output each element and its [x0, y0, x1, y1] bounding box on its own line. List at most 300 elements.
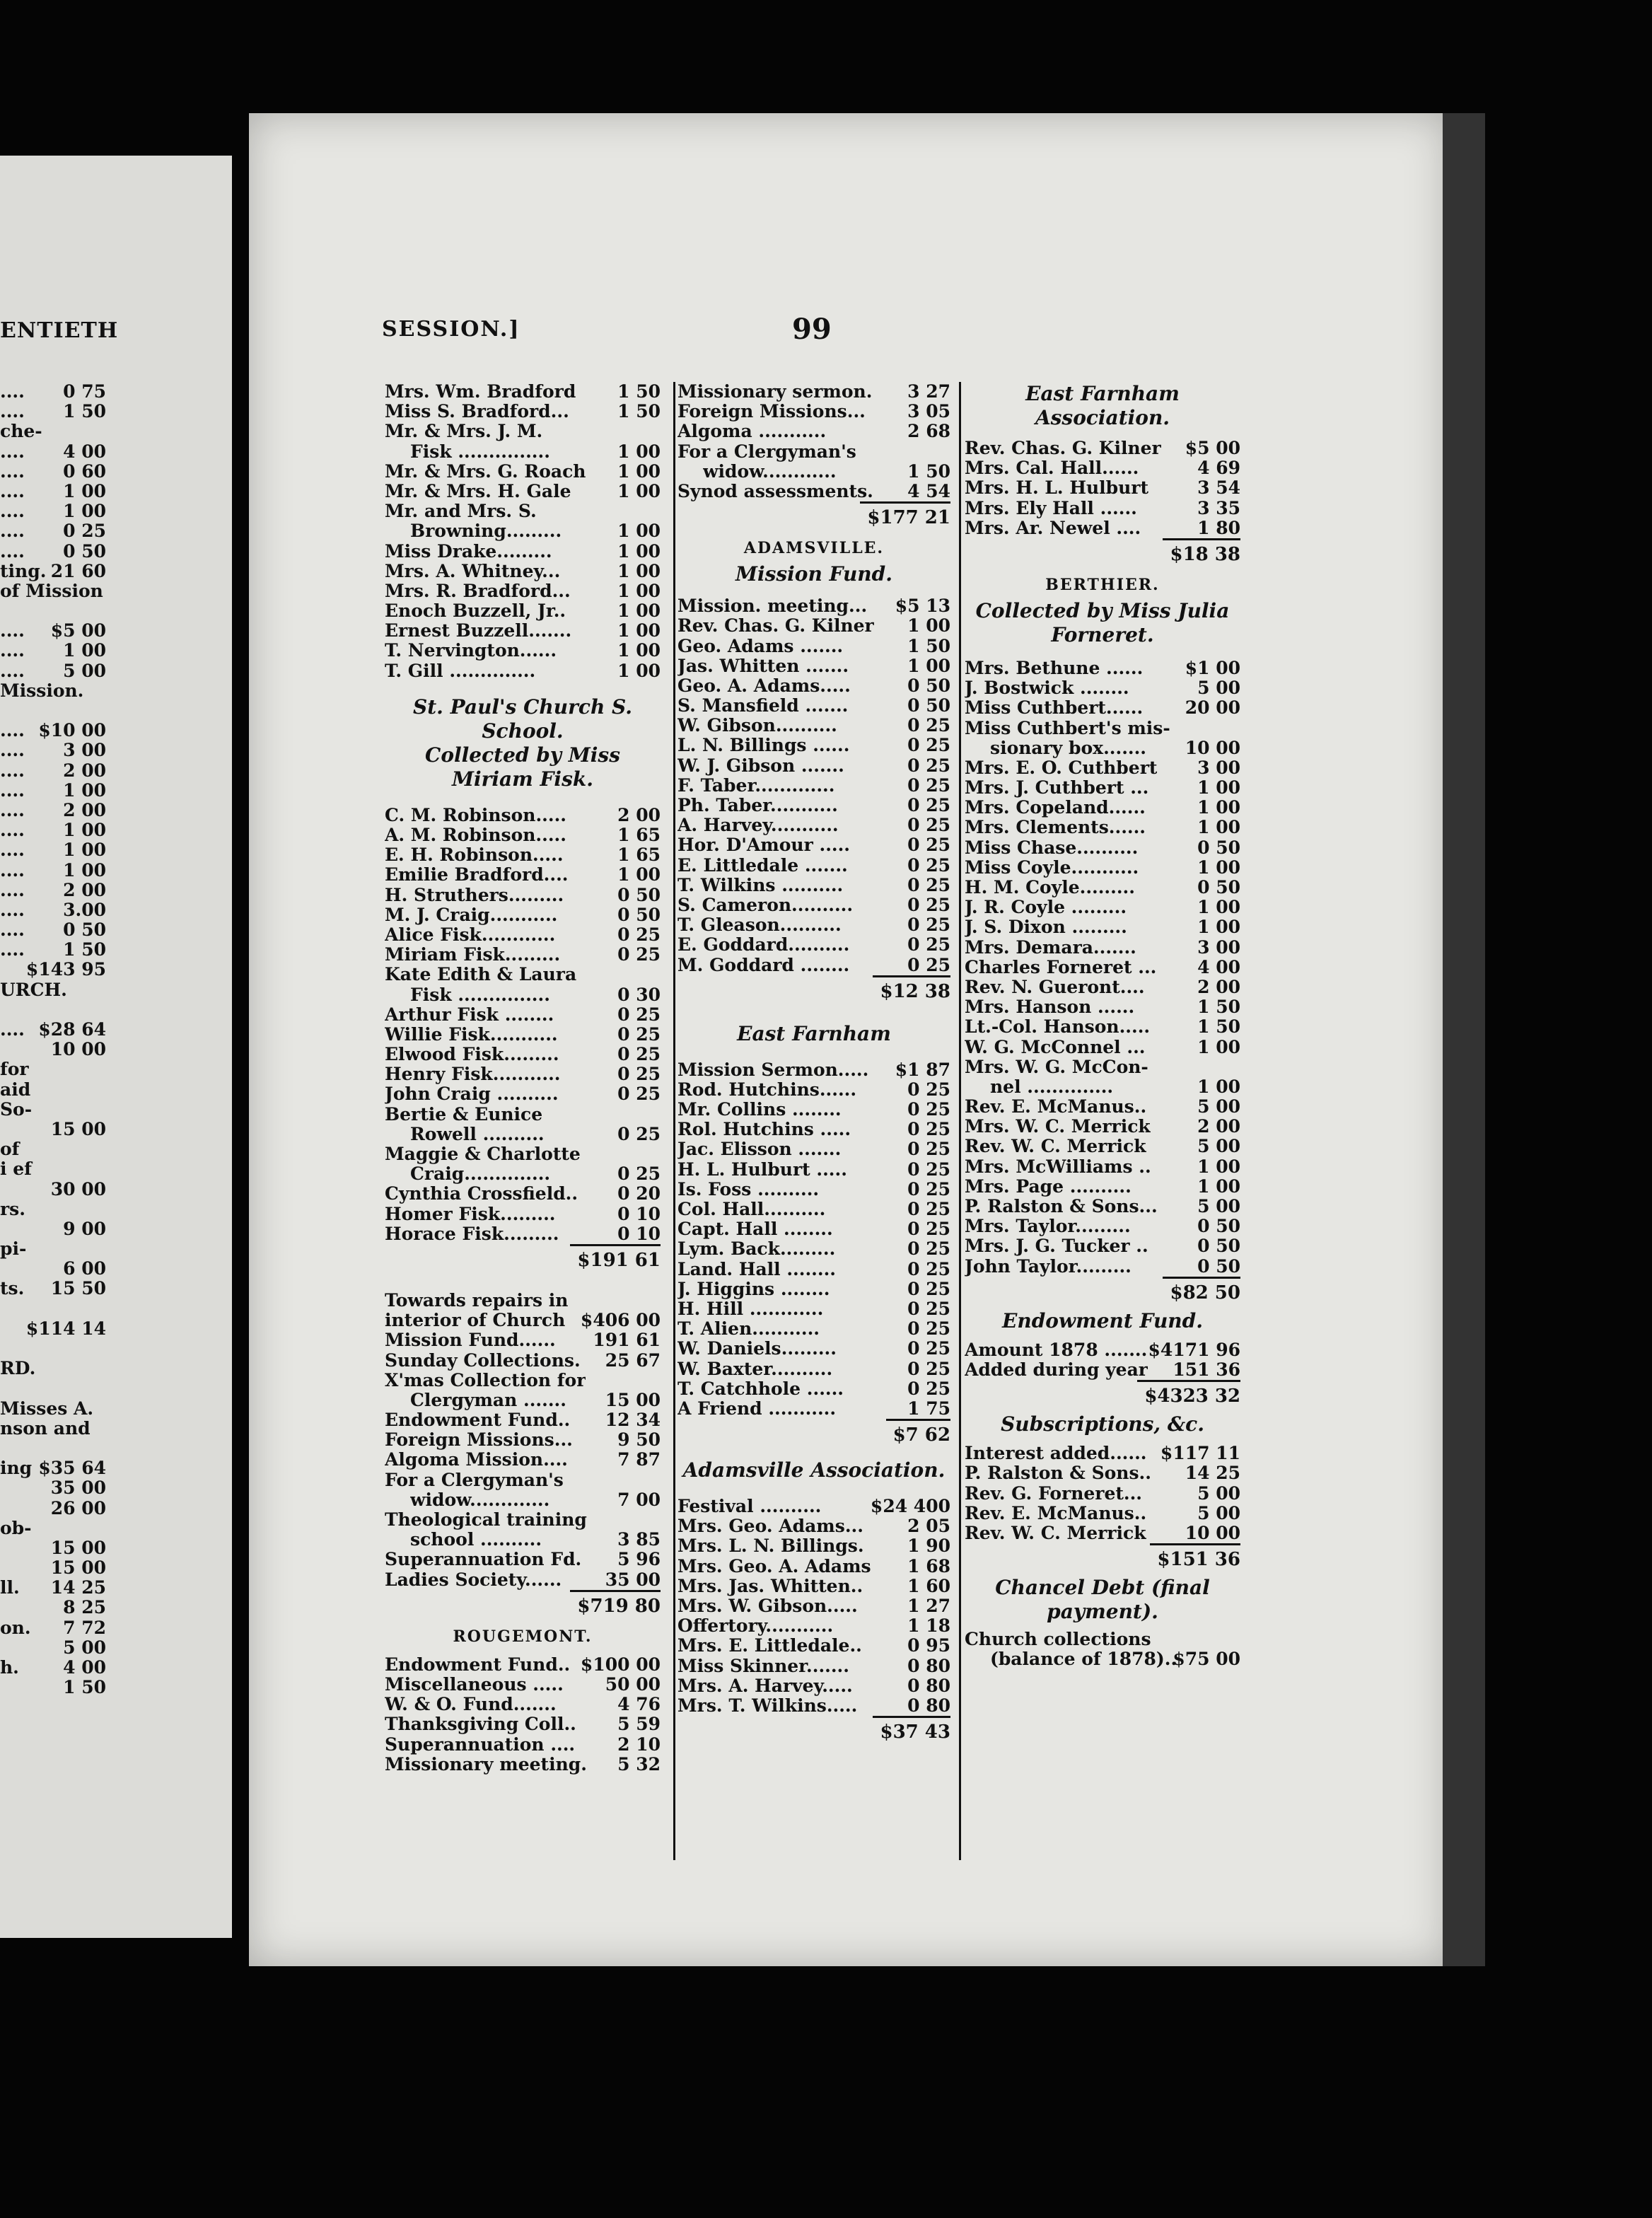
entry-amount: 1 00 — [63, 820, 106, 841]
entry-row — [0, 1378, 106, 1398]
entry-label: Mrs. W. G. McCon- — [965, 1057, 1148, 1077]
entry-label: Craig.............. — [410, 1164, 551, 1185]
entry-label: Mission. meeting... — [677, 596, 868, 617]
entry-row — [965, 1217, 1240, 1236]
entry-label: Miriam Fisk......... — [385, 945, 561, 965]
entry-row — [677, 1279, 950, 1299]
entry-label: Lym. Back......... — [677, 1239, 836, 1260]
entry-row — [0, 521, 106, 541]
entry-amount: 5 00 — [1197, 678, 1240, 699]
entry-label: Mrs. E. Littledale.. — [677, 1636, 862, 1656]
entry-row — [385, 382, 661, 402]
entry-amount: 15 00 — [605, 1389, 661, 1410]
entry-amount: 0 25 — [617, 1084, 661, 1105]
entry-amount: 0 25 — [907, 835, 950, 856]
entry-amount: 2 00 — [1197, 1116, 1240, 1137]
column-3 — [965, 382, 1240, 1669]
entry-amount: 1 90 — [907, 1535, 950, 1557]
entry-label: of — [0, 1139, 20, 1160]
entry-label: Jac. Elisson ....... — [677, 1139, 842, 1160]
entry-row — [0, 1139, 106, 1159]
entry-label: Algoma ........... — [677, 422, 827, 442]
entry-label: H. Hill ............ — [677, 1299, 824, 1319]
entry-amount: 9 00 — [63, 1218, 106, 1239]
entry-amount: 5 00 — [63, 1637, 106, 1658]
entry-row — [965, 458, 1240, 478]
entry-amount: 1 18 — [907, 1615, 950, 1637]
entry-label: H. M. Coyle......... — [965, 878, 1135, 898]
entry-row — [677, 956, 950, 975]
entry-row — [677, 1339, 950, 1359]
entry-row — [677, 1676, 950, 1696]
page-header — [382, 313, 1231, 352]
entry-row — [385, 1735, 661, 1755]
entry-label: .... — [0, 640, 25, 661]
entry-amount: 1 00 — [617, 521, 661, 542]
entry-row — [0, 1419, 106, 1439]
entry-amount: 3 85 — [617, 1529, 661, 1550]
entry-amount: 1 50 — [1197, 997, 1240, 1018]
entry-label: Geo. A. Adams..... — [677, 675, 851, 696]
entry-label: T. Wilkins .......... — [677, 875, 844, 895]
entry-row — [677, 596, 950, 616]
entry-row — [385, 1410, 661, 1430]
entry-amount: 0 50 — [63, 540, 106, 562]
entry-amount: 0 25 — [907, 815, 950, 836]
entry-label: Church collections — [965, 1630, 1151, 1650]
entry-label: Hor. D'Amour ..... — [677, 835, 851, 856]
entry-row — [0, 1040, 106, 1059]
entry-amount: 1 50 — [1197, 1016, 1240, 1038]
col2-heading-a: ADAMSVILLE. — [743, 539, 885, 558]
entry-label: T. Gleason.......... — [677, 915, 842, 936]
entry-label: Arthur Fisk ........ — [385, 1004, 554, 1025]
entry-label: Mrs. A. Whitney... — [385, 561, 561, 581]
entry-label: Fisk ............... — [410, 985, 550, 1005]
entry-row — [0, 1558, 106, 1578]
entry-row — [385, 925, 661, 945]
entry-label: So- — [0, 1098, 33, 1120]
entry-label: Rev. Chas. G. Kilner — [677, 616, 874, 637]
entry-label: pi- — [0, 1238, 27, 1260]
entry-amount: 0 50 — [1197, 837, 1240, 858]
entry-row — [965, 778, 1240, 798]
entry-amount: 14 25 — [1185, 1463, 1240, 1484]
entry-label: S. Mansfield ....... — [677, 696, 849, 716]
entry-row — [0, 1439, 106, 1458]
entry-amount: 0 25 — [617, 944, 661, 965]
entry-row — [0, 641, 106, 661]
entry-row — [0, 581, 106, 601]
col3-heading-f: Chancel Debt (final payment). — [995, 1576, 1210, 1624]
running-head: SESSION.] — [382, 317, 520, 342]
entry-row — [385, 1530, 661, 1550]
entry-row — [385, 1224, 661, 1244]
column-rule-2 — [959, 382, 961, 1860]
entry-amount: 1 00 — [617, 640, 661, 661]
entry-label: ts. — [0, 1278, 25, 1299]
entry-row — [0, 1598, 106, 1618]
entry-amount: 1 00 — [1197, 797, 1240, 818]
entry-amount: 25 67 — [605, 1349, 661, 1371]
entry-row — [385, 641, 661, 661]
entry-label: Bertie & Eunice — [385, 1104, 543, 1125]
entry-label: Festival .......... — [677, 1497, 822, 1517]
col2-total3: $7 62 — [677, 1419, 950, 1451]
entry-label: Foreign Missions... — [677, 402, 866, 422]
col3-total1: $18 38 — [965, 538, 1240, 571]
entry-label: .... — [0, 521, 25, 542]
entry-row — [385, 1330, 661, 1350]
entry-row — [385, 1351, 661, 1371]
entry-row — [385, 1655, 661, 1675]
entry-label: S. Cameron.......... — [677, 895, 854, 915]
entry-row — [965, 798, 1240, 818]
entry-label: Miss Cuthbert's mis- — [965, 718, 1170, 738]
entry-label: Mrs. Page .......... — [965, 1176, 1132, 1197]
entry-label: Rowell .......... — [410, 1124, 545, 1144]
entry-label: Mrs. McWilliams .. — [965, 1156, 1151, 1177]
col3-heading-b: BERTHIER. — [1045, 575, 1160, 594]
entry-row — [677, 915, 950, 935]
entry-label: .... — [0, 799, 25, 820]
entry-row — [677, 1260, 950, 1279]
entry-row — [385, 1005, 661, 1025]
entry-amount: 7 00 — [617, 1489, 661, 1510]
entry-row — [0, 1499, 106, 1519]
entry-row — [385, 1714, 661, 1734]
entry-row — [677, 1100, 950, 1120]
entry-amount: 1 50 — [63, 1677, 106, 1698]
entry-row — [0, 1080, 106, 1100]
entry-row — [0, 1519, 106, 1538]
entry-label: Mrs. Bethune ...... — [965, 658, 1144, 678]
entry-amount: 9 50 — [617, 1429, 661, 1451]
entry-label: Missionary sermon. — [677, 382, 873, 402]
entry-amount: $117 11 — [1160, 1443, 1240, 1464]
entry-label: Rev. N. Gueront.... — [965, 977, 1145, 997]
entry-amount: 15 50 — [50, 1278, 106, 1299]
entry-label: URCH. — [0, 979, 67, 1000]
entry-amount: 0 25 — [617, 1163, 661, 1185]
entry-amount: 0 80 — [907, 1675, 950, 1696]
entry-amount: 1 00 — [1197, 897, 1240, 918]
entry-row — [385, 1105, 661, 1125]
entry-label: .... — [0, 501, 25, 522]
entry-row — [677, 1200, 950, 1219]
entry-row — [0, 681, 106, 701]
entry-row — [965, 499, 1240, 518]
entry-row — [0, 980, 106, 1000]
entry-label: W. J. Gibson ....... — [677, 755, 844, 776]
entry-label: nson and — [0, 1417, 91, 1439]
entry-label: Miss S. Bradford... — [385, 402, 569, 422]
entry-amount: 0 25 — [617, 1123, 661, 1144]
entry-row — [677, 1577, 950, 1596]
entry-row — [385, 482, 661, 501]
entry-label: Mr. & Mrs. H. Gale — [385, 481, 571, 501]
entry-amount: 0 25 — [907, 894, 950, 915]
entry-row — [0, 1399, 106, 1419]
entry-label: aid — [0, 1079, 31, 1100]
entry-label: h. — [0, 1657, 19, 1678]
entry-amount: $4171 96 — [1148, 1339, 1240, 1360]
entry-amount: 0 10 — [617, 1223, 661, 1244]
entry-label: Mrs. A. Harvey..... — [677, 1676, 853, 1696]
entry-label: .... — [0, 660, 25, 681]
entry-amount: 2 10 — [617, 1734, 661, 1755]
entry-row — [0, 900, 106, 920]
entry-label: A. Harvey........... — [677, 815, 839, 836]
entry-label: .... — [0, 381, 25, 402]
entry-amount: 4 00 — [63, 441, 106, 462]
entry-label: Mrs. H. L. Hulburt — [965, 478, 1149, 499]
entry-row — [965, 1077, 1240, 1097]
entry-label: Browning......... — [410, 521, 562, 542]
entry-amount: 3 27 — [907, 381, 950, 402]
entry-row — [677, 1180, 950, 1200]
entry-label: Mrs. Cal. Hall...... — [965, 458, 1139, 479]
entry-label: W. Gibson.......... — [677, 716, 837, 736]
entry-row — [677, 1080, 950, 1100]
entry-row — [677, 1319, 950, 1339]
entry-amount: 5 00 — [1197, 1482, 1240, 1504]
entry-label: Mrs. T. Wilkins..... — [677, 1695, 858, 1716]
entry-row — [677, 1379, 950, 1399]
entry-label: John Craig .......... — [385, 1084, 559, 1105]
entry-row — [677, 482, 950, 501]
entry-label: Willie Fisk........... — [385, 1024, 558, 1045]
entry-label: Rev. Chas. G. Kilner — [965, 439, 1161, 458]
entry-label: X'mas Collection for — [385, 1370, 586, 1390]
entry-row — [385, 1675, 661, 1695]
entry-amount: 1 60 — [907, 1575, 950, 1596]
entry-row — [385, 1430, 661, 1450]
entry-label: Interest added...... — [965, 1444, 1147, 1464]
entry-amount: 35 00 — [605, 1569, 661, 1590]
col2-rows1 — [677, 382, 950, 501]
entry-amount: 0 25 — [617, 924, 661, 945]
entry-amount: 0 25 — [617, 1004, 661, 1025]
entry-row — [0, 1259, 106, 1279]
entry-amount: $28 64 — [38, 1019, 106, 1040]
entry-label: Cynthia Crossfield.. — [385, 1184, 578, 1204]
entry-amount: 1 00 — [1197, 857, 1240, 878]
entry-amount: $1 87 — [895, 1059, 950, 1080]
entry-label: Rod. Hutchins...... — [677, 1079, 857, 1100]
entry-amount: 20 00 — [1185, 697, 1240, 719]
entry-row — [965, 439, 1240, 458]
entry-amount: 0 25 — [907, 1139, 950, 1160]
entry-row — [965, 1197, 1240, 1217]
entry-row — [677, 736, 950, 755]
col2-heading-c: East Farnham — [737, 1021, 891, 1045]
entry-label: Mrs. Hanson ...... — [965, 997, 1135, 1018]
entry-amount: 0 25 — [617, 1044, 661, 1065]
entry-amount: 1 00 — [617, 540, 661, 562]
entry-amount: 0 25 — [907, 1318, 950, 1340]
col3-total2: $82 50 — [965, 1277, 1240, 1309]
entry-amount: 35 00 — [50, 1477, 106, 1499]
entry-row — [0, 1120, 106, 1139]
entry-amount: 0 25 — [907, 1298, 950, 1319]
entry-row — [677, 382, 950, 402]
entry-label: T. Alien........... — [677, 1319, 820, 1340]
entry-label: E. Littledale ....... — [677, 855, 848, 876]
entry-label: Mission. — [0, 680, 84, 701]
entry-amount: 0 25 — [907, 1238, 950, 1260]
entry-amount: 1 00 — [1197, 917, 1240, 938]
entry-label: W. Baxter.......... — [677, 1359, 833, 1379]
col2-heading-d: Adamsville Association. — [682, 1458, 946, 1482]
entry-label: Mrs. J. Cuthbert ... — [965, 778, 1149, 799]
entry-label: Mrs. E. O. Cuthbert — [965, 757, 1158, 778]
entry-row — [385, 1084, 661, 1104]
entry-row — [385, 865, 661, 885]
entry-row — [385, 1755, 661, 1775]
entry-amount: $5 13 — [895, 596, 950, 617]
entry-label: Horace Fisk......... — [385, 1224, 559, 1244]
entry-label: Superannuation .... — [385, 1734, 576, 1755]
col2-rows3 — [677, 1060, 950, 1419]
entry-label: Mrs. W. C. Merrick — [965, 1117, 1151, 1137]
entry-row — [0, 402, 106, 422]
col3-total3: $4323 32 — [965, 1380, 1240, 1412]
col2-rows2 — [677, 596, 950, 975]
entry-amount: 1 00 — [617, 660, 661, 681]
entry-row — [677, 1139, 950, 1159]
entry-label: Ernest Buzzell....... — [385, 621, 572, 641]
entry-row — [965, 838, 1240, 858]
entry-row — [677, 696, 950, 716]
entry-row — [677, 1596, 950, 1616]
entry-row — [677, 1219, 950, 1239]
entry-row — [385, 1045, 661, 1064]
entry-label: Mrs. Wm. Bradford — [385, 382, 576, 402]
column-2 — [677, 382, 950, 1748]
entry-row — [0, 920, 106, 940]
entry-amount: 1 00 — [617, 864, 661, 886]
entry-amount: 0 25 — [907, 1178, 950, 1200]
entry-row — [385, 1510, 661, 1530]
entry-amount: 1 00 — [617, 480, 661, 501]
entry-row — [385, 501, 661, 521]
entry-row — [965, 958, 1240, 977]
entry-label: Missionary meeting. — [385, 1754, 587, 1775]
entry-row — [0, 1458, 106, 1478]
col1-rows3 — [385, 1291, 661, 1590]
entry-label: .... — [0, 401, 25, 422]
entry-row — [385, 1695, 661, 1714]
entry-row — [0, 482, 106, 501]
entry-row — [385, 1311, 661, 1330]
entry-amount: 0 50 — [907, 695, 950, 716]
entry-amount: 15 00 — [50, 1537, 106, 1558]
entry-label: Homer Fisk......... — [385, 1204, 556, 1224]
entry-amount: $5 00 — [50, 620, 106, 641]
entry-amount: 1 00 — [1197, 1175, 1240, 1197]
entry-row — [385, 1470, 661, 1490]
col3-rows2 — [965, 658, 1240, 1277]
entry-row — [677, 1120, 950, 1139]
left-page-heading: ENTIETH — [0, 318, 119, 343]
entry-row — [0, 1279, 106, 1299]
entry-row — [677, 462, 950, 482]
entry-row — [965, 1649, 1240, 1669]
entry-row — [677, 835, 950, 855]
entry-row — [385, 886, 661, 905]
entry-label: Ladies Society...... — [385, 1569, 562, 1590]
entry-amount: 0 25 — [907, 755, 950, 776]
col2-total4: $37 43 — [677, 1716, 950, 1748]
entry-row — [385, 581, 661, 601]
entry-row — [677, 895, 950, 915]
col3-heading-d: Endowment Fund. — [1002, 1308, 1203, 1332]
entry-amount: 0 30 — [617, 984, 661, 1005]
entry-label: .... — [0, 620, 25, 641]
entry-label: Mrs. Demara....... — [965, 937, 1136, 958]
entry-label: L. N. Billings ...... — [677, 736, 850, 756]
entry-amount: 0 25 — [63, 521, 106, 542]
entry-label: Lt.-Col. Hanson..... — [965, 1017, 1151, 1038]
entry-label: Land. Hall ........ — [677, 1259, 836, 1279]
entry-row — [385, 601, 661, 621]
entry-amount: 3 05 — [907, 401, 950, 422]
entry-row — [0, 621, 106, 641]
entry-label: Foreign Missions... — [385, 1430, 573, 1451]
entry-row — [677, 1536, 950, 1556]
entry-row — [0, 1578, 106, 1598]
entry-row — [0, 881, 106, 900]
entry-amount: 1 00 — [63, 840, 106, 861]
col3-heading-a: East Farnham Association. — [1025, 382, 1180, 429]
entry-label: E. H. Robinson..... — [385, 845, 564, 866]
entry-row — [0, 1618, 106, 1638]
entry-amount: 0 25 — [617, 1023, 661, 1045]
entry-row — [965, 1017, 1240, 1037]
entry-label: H. Struthers......... — [385, 885, 564, 905]
entry-amount: 7 87 — [617, 1449, 661, 1470]
entry-row — [0, 1239, 106, 1259]
entry-label: for — [0, 1059, 29, 1080]
col1-total3: $719 80 — [385, 1590, 661, 1622]
entry-row — [0, 382, 106, 402]
entry-label: Enoch Buzzell, Jr.. — [385, 601, 566, 622]
entry-amount: 5 00 — [1197, 1502, 1240, 1523]
entry-amount: 0 25 — [907, 1079, 950, 1100]
entry-label: Endowment Fund.. — [385, 1654, 571, 1675]
entry-row — [965, 478, 1240, 498]
entry-amount: 151 36 — [1173, 1359, 1240, 1380]
col3-total4: $151 36 — [965, 1543, 1240, 1576]
entry-amount: $24 400 — [870, 1496, 950, 1517]
entry-row — [385, 1125, 661, 1144]
entry-row — [0, 741, 106, 760]
entry-label: Clergyman ....... — [410, 1390, 566, 1410]
entry-row — [385, 621, 661, 641]
entry-amount: 10 00 — [50, 1039, 106, 1060]
entry-amount: 191 61 — [593, 1330, 661, 1351]
entry-label: .... — [0, 939, 25, 960]
entry-amount: 1 00 — [617, 600, 661, 622]
entry-label: widow............. — [410, 1490, 550, 1510]
col3-rows3 — [965, 1340, 1240, 1380]
entry-label: .... — [0, 859, 25, 881]
entry-label: Added during year — [965, 1359, 1148, 1380]
entry-label: F. Taber............. — [677, 775, 835, 796]
entry-label: .... — [0, 460, 25, 482]
entry-label: Miss Drake......... — [385, 541, 552, 562]
